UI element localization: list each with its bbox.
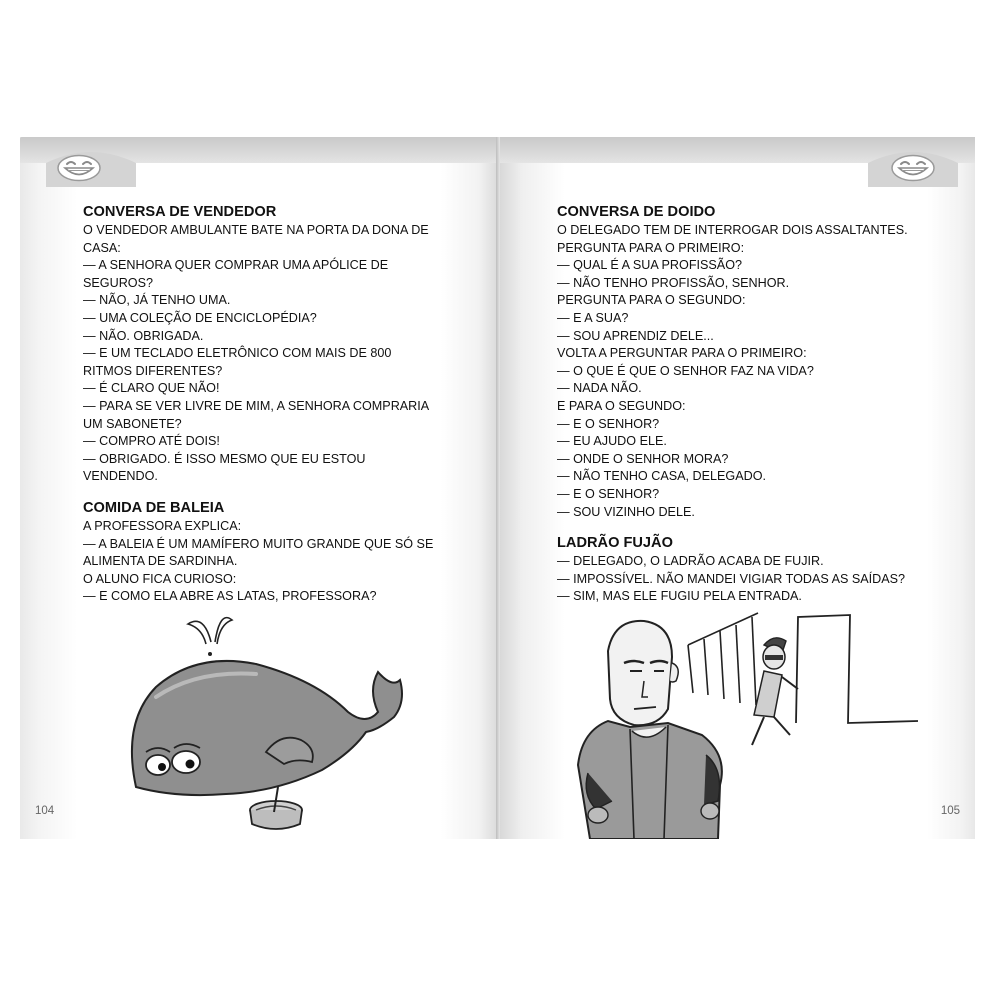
text-line: — E O SENHOR? [557, 486, 660, 501]
text-line: — É CLARO QUE NÃO! [83, 381, 220, 396]
text-line: PERGUNTA PARA O PRIMEIRO: [557, 240, 745, 255]
page-number: 105 [940, 805, 960, 817]
section-title-conversa-de-doido: CONVERSA DE DOIDO [557, 204, 716, 220]
section-title-comida-de-baleia: COMIDA DE BALEIA [83, 499, 225, 516]
text-line: — SIM, MAS ELE FUGIU PELA ENTRADA. [557, 589, 802, 604]
text-line: — EU AJUDO ELE. [557, 434, 667, 449]
text-line: — PARA SE VER LIVRE DE MIM, A SENHORA COMPRARIA [83, 398, 430, 413]
left-text-column [83, 203, 453, 606]
text-line: — QUAL É A SUA PROFISSÃO? [557, 258, 743, 273]
text-line: CASA: [83, 240, 121, 255]
text-line: — NÃO, JÁ TENHO UMA. [83, 293, 231, 308]
open-book [20, 137, 975, 839]
text-line: E PARA O SEGUNDO: [557, 398, 686, 413]
text-line: — E A SUA? [557, 310, 629, 325]
text-line: — E O SENHOR? [557, 416, 660, 431]
text-line: — A BALEIA É UM MAMÍFERO MUITO GRANDE QUE SÓ SE [83, 536, 434, 551]
text-line: — ONDE O SENHOR MORA? [557, 451, 729, 466]
text-line: — O QUE É QUE O SENHOR FAZ NA VIDA? [557, 363, 814, 378]
section-title-ladrao-fujao: LADRÃO FUJÃO [557, 535, 673, 552]
page-number: 104 [35, 805, 55, 817]
text-line: — COMPRO ATÉ DOIS! [83, 434, 220, 449]
text-line: O ALUNO FICA CURIOSO: [83, 571, 237, 586]
text-line: VOLTA A PERGUNTAR PARA O PRIMEIRO: [557, 346, 807, 361]
text-line: O DELEGADO TEM DE INTERROGAR DOIS ASSALTANTES. [557, 223, 908, 237]
text-line: — NÃO TENHO CASA, DELEGADO. [557, 469, 767, 484]
text-line: PERGUNTA PARA O SEGUNDO: [557, 293, 746, 308]
text-line: O VENDEDOR AMBULANTE BATE NA PORTA DA DONA DE [83, 223, 429, 237]
text-line: UM SABONETE? [83, 416, 182, 431]
text-line: — NÃO TENHO PROFISSÃO, SENHOR. [557, 275, 790, 290]
text-line: — SOU APRENDIZ DELE... [557, 328, 714, 343]
text-line: — DELEGADO, O LADRÃO ACABA DE FUJIR. [557, 554, 824, 569]
text-line: SEGUROS? [83, 275, 153, 290]
text-line: — NADA NÃO. [557, 381, 642, 396]
whale-illustration [116, 602, 416, 832]
smiley-face-icon [56, 154, 102, 182]
text-line: RITMOS DIFERENTES? [83, 363, 223, 378]
guard-and-thief-illustration [568, 605, 948, 839]
book-spine [496, 137, 500, 839]
text-line: A PROFESSORA EXPLICA: [83, 518, 242, 533]
right-text-column [557, 203, 927, 606]
text-line: — A SENHORA QUER COMPRAR UMA APÓLICE DE [83, 258, 389, 273]
text-line: ALIMENTA DE SARDINHA. [83, 554, 238, 569]
text-line: — SOU VIZINHO DELE. [557, 504, 695, 519]
section-title-conversa-de-vendedor: CONVERSA DE VENDEDOR [83, 204, 277, 220]
text-line: — UMA COLEÇÃO DE ENCICLOPÉDIA? [83, 310, 317, 325]
text-line: — OBRIGADO. É ISSO MESMO QUE EU ESTOU [83, 451, 366, 466]
right-page [498, 137, 975, 839]
smiley-face-icon [890, 154, 936, 182]
text-line: — IMPOSSÍVEL. NÃO MANDEI VIGIAR TODAS AS SAÍDAS? [557, 571, 906, 586]
text-line: — NÃO. OBRIGADA. [83, 328, 204, 343]
text-line: VENDENDO. [83, 469, 158, 484]
text-line: — E UM TECLADO ELETRÔNICO COM MAIS DE 800 [83, 346, 392, 361]
text-line: — E COMO ELA ABRE AS LATAS, PROFESSORA? [83, 589, 377, 604]
left-page [20, 137, 498, 839]
